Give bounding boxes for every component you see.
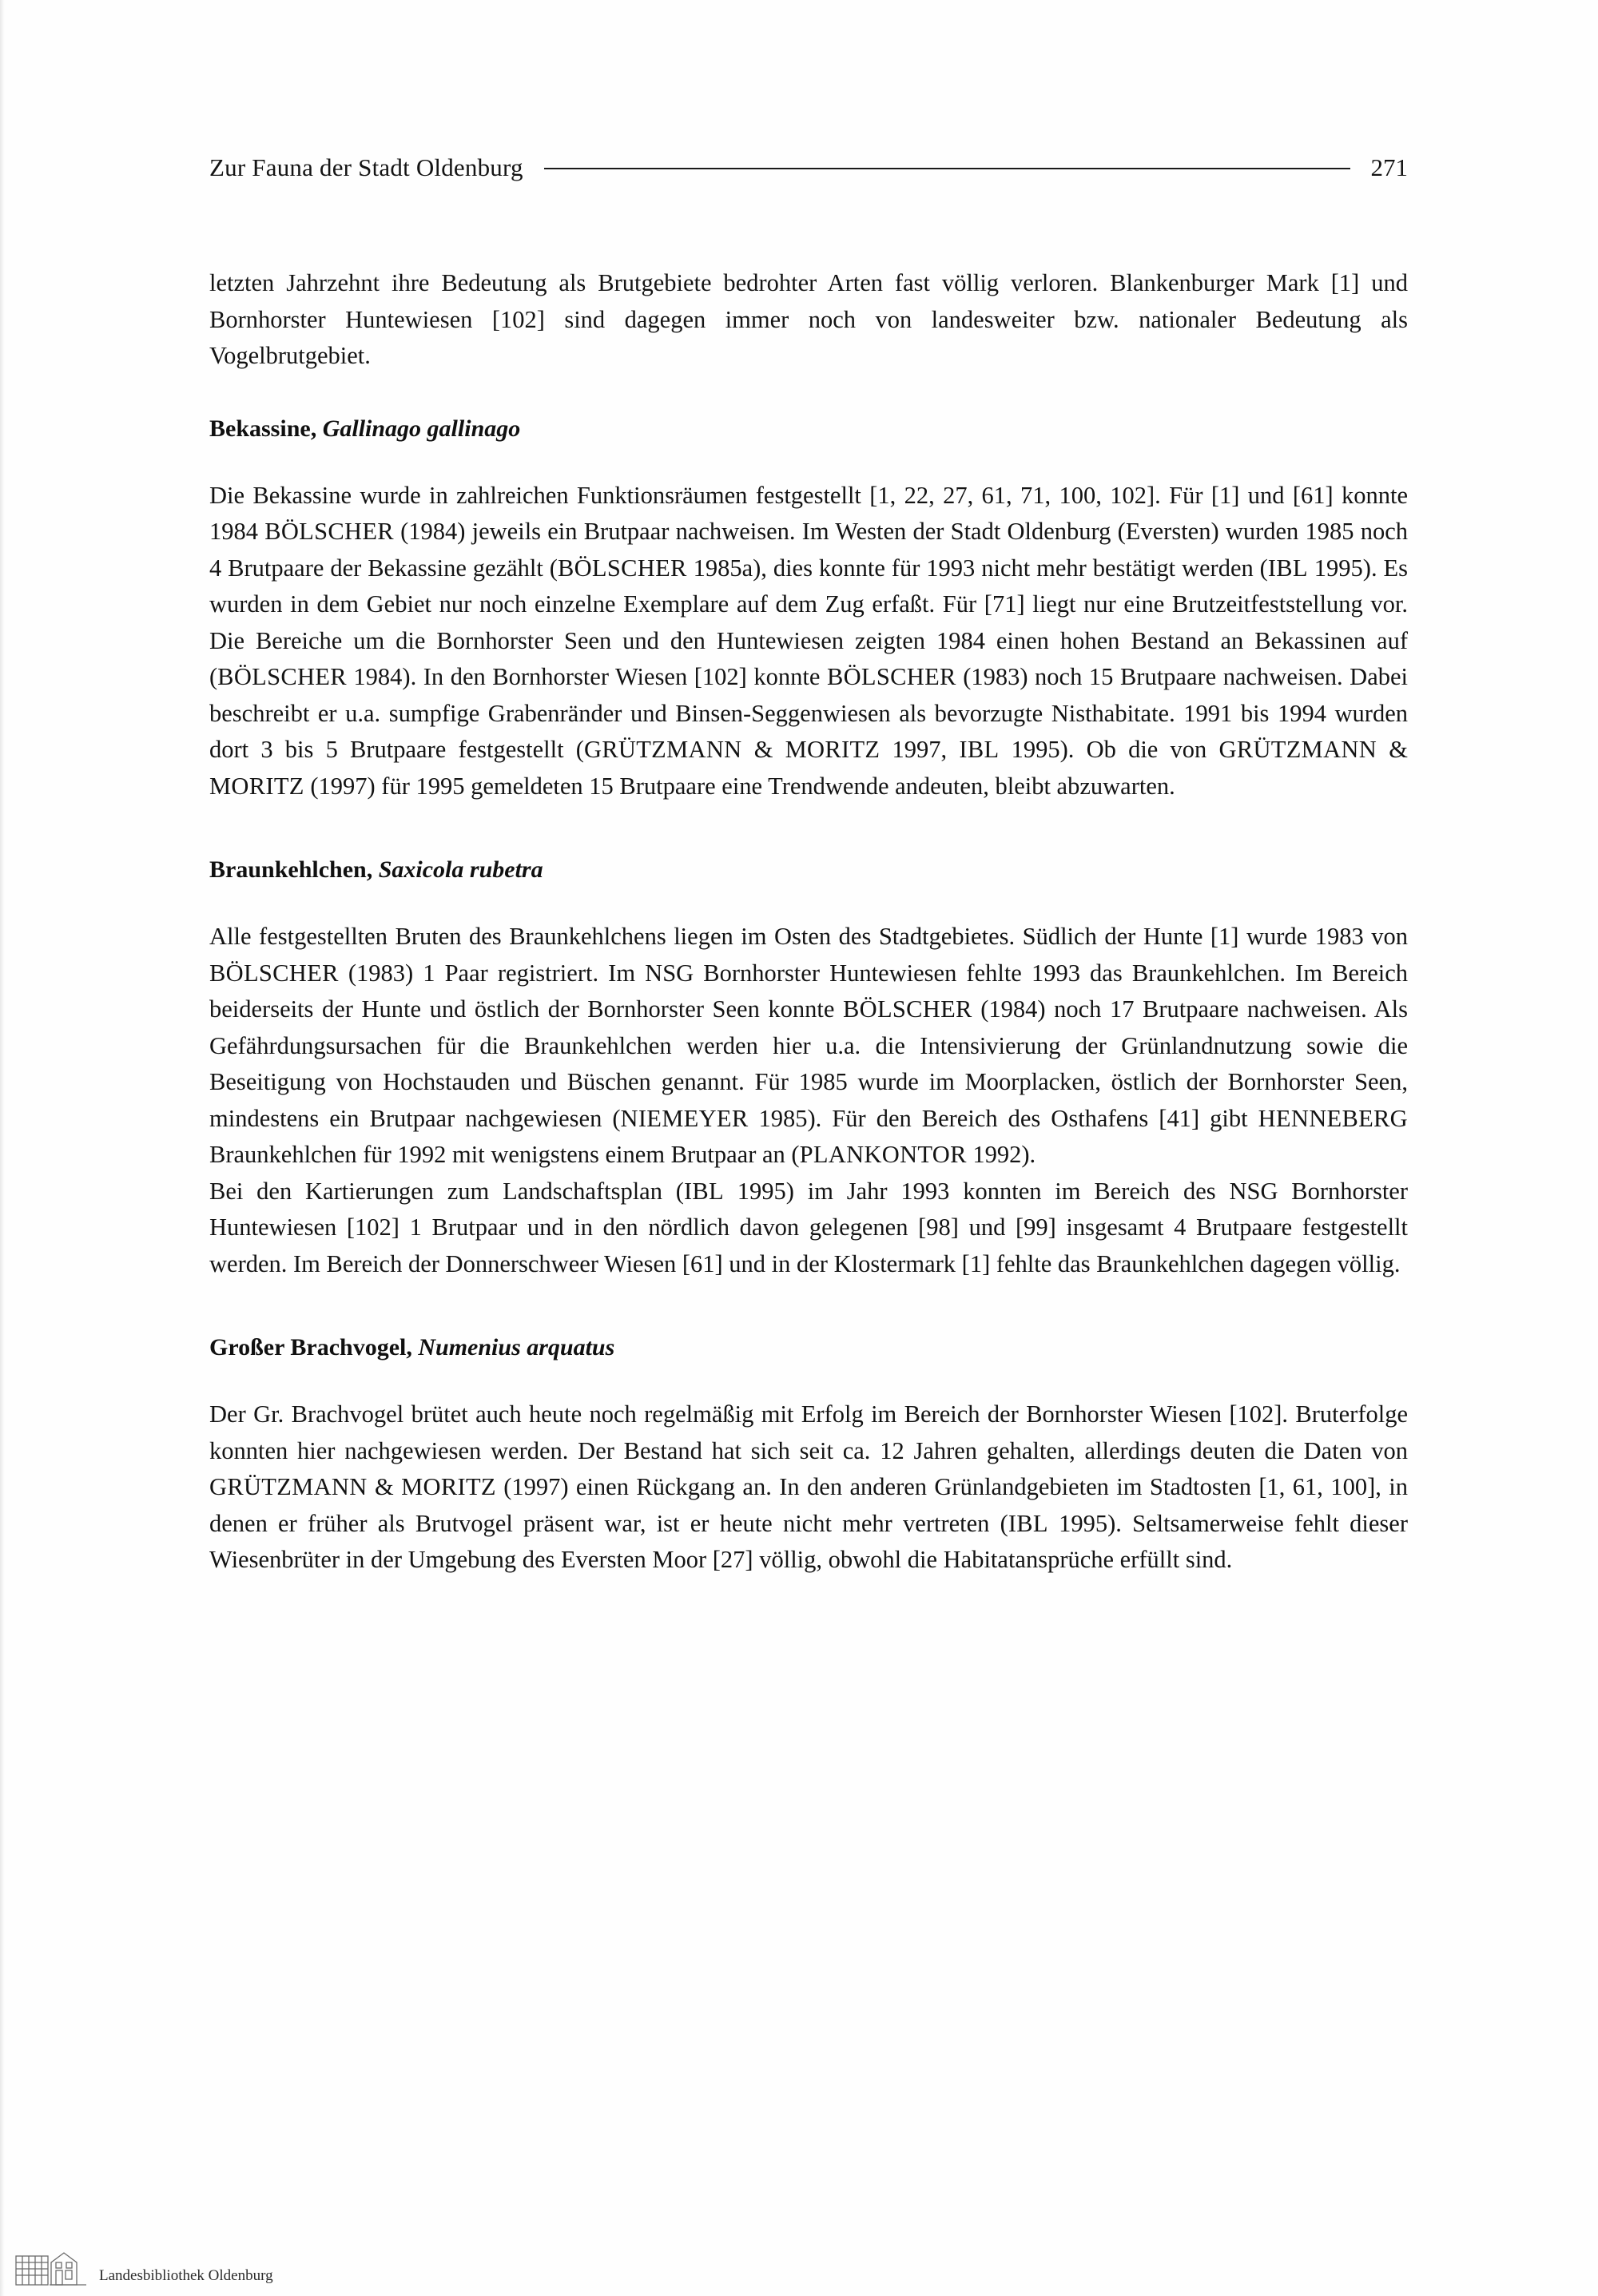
heading-gap xyxy=(209,887,1408,919)
section-gap xyxy=(209,804,1408,842)
library-logo-icon xyxy=(14,2238,88,2288)
page-number: 271 xyxy=(1370,153,1408,181)
section-heading-scientific-name: Gallinago gallinago xyxy=(322,415,521,442)
section-heading-common-name: Großer Brachvogel, xyxy=(209,1334,419,1361)
scan-edge-shadow xyxy=(0,0,5,2296)
section-heading-scientific-name: Numenius arquatus xyxy=(418,1334,615,1361)
library-stamp xyxy=(14,2238,273,2288)
running-head-title: Zur Fauna der Stadt Oldenburg xyxy=(209,153,523,181)
section-heading-scientific-name: Saxicola rubetra xyxy=(378,856,543,883)
paragraph-bekassine-1: Die Bekassine wurde in zahlreichen Funktionsräumen festgestellt [1, 22, 27, 61, 71, 100, 102]. Für [1] und [61] konnte 1984 BÖLSCHER (1984) jeweils ein Brutpaar nachweisen. Im Westen der Stadt Oldenburg (Eversten) wurden 1985 noch 4 Brutpaare der Bekassine gezählt (BÖLSCHER 1985a), dies konnte für 1993 nicht mehr bestätigt werden (IBL 1995). Es wurden in dem Gebiet nur noch einzelne Exemplare auf dem Zug erfaßt. Für [71] liegt nur eine Brutzeitfeststellung vor. Die Bereiche um die Bornhorster Seen und den Huntewiesen zeigten 1984 einen hohen Bestand an Bekassinen auf (BÖLSCHER 1984). In den Bornhorster Wiesen [102] konnte BÖLSCHER (1983) noch 15 Brutpaare nachweisen. Dabei beschreibt er u.a. sumpfige Grabenränder und Binsen-Seggenwiesen als bevorzugte Nisthabitate. 1991 bis 1994 wurden dort 3 bis 5 Brutpaare festgestellt (GRÜTZMANN & MORITZ 1997, IBL 1995). Ob die von GRÜTZMANN & MORITZ (1997) für 1995 gemeldeten 15 Brutpaare eine Trendwende andeuten, bleibt abzuwarten. xyxy=(209,481,1408,800)
section-gap-extra xyxy=(209,1320,1408,1331)
section-gap xyxy=(209,375,1408,412)
library-stamp-text: Landesbibliothek Oldenburg xyxy=(99,2267,273,2284)
section-gap xyxy=(209,1282,1408,1320)
page-content xyxy=(209,144,1408,1579)
intro-paragraph: letzten Jahrzehnt ihre Bedeutung als Brutgebiete bedrohter Arten fast völlig verloren. Blankenburger Mark [1] und Bornhorster Huntewiesen [102] sind dagegen immer noch von landesweiter bzw. nationaler Bedeutung als Vogelbrutgebiet. xyxy=(209,269,1408,369)
section-heading-common-name: Braunkehlchen, xyxy=(209,856,379,883)
paragraph-braunkehlchen-2: Bei den Kartierungen zum Landschaftsplan (IBL 1995) im Jahr 1993 konnten im Bereich des NSG Bornhorster Huntewiesen [102] 1 Brutpaar und in den nördlich davon gelegenen [98] und [99] insgesamt 4 Brutpaare festgestellt werden. Im Bereich der Donnerschweer Wiesen [61] und in der Klostermark [1] fehlte das Braunkehlchen dagegen völlig. xyxy=(209,1177,1408,1277)
section-heading-grosser-brachvogel xyxy=(209,1331,1408,1364)
section-heading-common-name: Bekassine, xyxy=(209,415,323,442)
paragraph-braunkehlchen-1: Alle festgestellten Bruten des Braunkehlchens liegen im Osten des Stadtgebietes. Südlich der Hunte [1] wurde 1983 von BÖLSCHER (1983) 1 Paar registriert. Im NSG Bornhorster Huntewiesen fehlte 1993 das Braunkehlchen. Im Bereich beiderseits der Hunte und östlich der Bornhorster Seen konnte BÖLSCHER (1984) noch 17 Brutpaare nachweisen. Als Gefährdungsursachen für die Braunkehlchen werden hier u.a. die Intensivierung der Grünlandnutzung sowie die Beseitigung von Hochstauden und Büschen genannt. Für 1985 wurde im Moorplacken, östlich der Bornhorster Seen, mindestens ein Brutpaar nachgewiesen (NIEMEYER 1985). Für den Bereich des Osthafens [41] gibt HENNEBERG Braunkehlchen für 1992 mit wenigstens einem Brutpaar an (PLANKONTOR 1992). xyxy=(209,923,1408,1168)
running-head xyxy=(209,144,1408,192)
section-heading-bekassine xyxy=(209,412,1408,446)
section-heading-braunkehlchen xyxy=(209,853,1408,887)
running-head-rule xyxy=(544,168,1350,169)
heading-gap xyxy=(209,1364,1408,1396)
paragraph-grosser-brachvogel-1: Der Gr. Brachvogel brütet auch heute noch regelmäßig mit Erfolg im Bereich der Bornhorster Wiesen [102]. Bruterfolge konnten hier nachgewiesen werden. Der Bestand hat sich seit ca. 12 Jahren gehalten, allerdings deuten die Daten von GRÜTZMANN & MORITZ (1997) einen Rückgang an. In den anderen Grünlandgebieten im Stadtosten [1, 61, 100], in denen er früher als Brutvogel präsent war, ist er heute nicht mehr vertreten (IBL 1995). Seltsamerweise fehlt dieser Wiesenbrüter in der Umgebung des Eversten Moor [27] völlig, obwohl die Habitatansprüche erfüllt sind. xyxy=(209,1400,1408,1573)
section-gap-extra xyxy=(209,842,1408,853)
heading-gap xyxy=(209,446,1408,478)
